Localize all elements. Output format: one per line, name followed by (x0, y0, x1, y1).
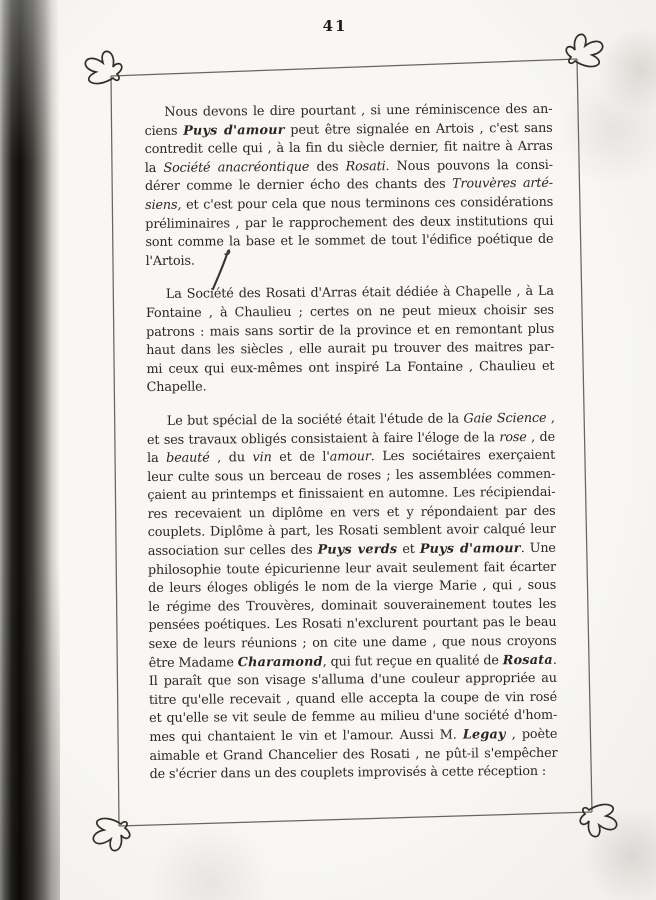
text-line: couplets. Diplôme à part, les Rosati semblent avoir calqué leur (147, 522, 556, 541)
text-line: Chapelle. (146, 379, 207, 396)
text-line: le régime des Trouvères, dominait souverainement toutes les (148, 596, 557, 615)
text-line: haut dans les siècles , elle aurait pu trouver des maitres par- (146, 339, 555, 359)
text-line: siens, et c'est pour cela que nous terminons ces considérations (145, 194, 554, 213)
page-number: 41 (322, 17, 348, 35)
text-line: pensées poétiques. Les Rosati n'exclurent pourtant pas le beau (148, 615, 557, 634)
text-line: aimable et Grand Chancelier des Rosati , ne pût-il s'empêcher (149, 745, 558, 764)
text-line: préliminaires , par le rapprochement des deux institutions qui (145, 213, 554, 232)
text-line: et qu'elle se vit seule de femme au milieu d'une société d'hom- (149, 708, 558, 727)
corner-flourish-bottom-right (580, 804, 616, 836)
text-line: mi ceux qui eux-mêmes ont inspiré La Fontaine , Chaulieu et (146, 358, 555, 377)
text-line: association sur celles des Puys verds et Puys d'amour. Une (147, 540, 556, 560)
text-line: de leurs éloges obligés le nom de la vierge Marie , qui , sous (148, 578, 557, 597)
text-line: la beauté , du vin et de l'amour. Les sociétaires exerçaient (147, 447, 556, 467)
text-line: la Société anacréontique des Rosati. Nous pouvons la consi- (144, 157, 553, 176)
text-line: contredit celle qui , à la fin du siècle dernier, fit naitre à Arras (144, 138, 553, 158)
frame-rule-top (111, 59, 577, 76)
paragraph-1 (144, 101, 553, 272)
corner-flourish-top-left (85, 51, 121, 83)
text-line: Nous devons le dire pourtant , si une réminiscence des an- (164, 101, 553, 120)
paragraph-3 (147, 410, 558, 785)
corner-flourish-bottom-left (93, 818, 129, 850)
text-line: ciens Puys d'amour peut être signalée en Artois , c'est sans (144, 120, 553, 139)
text-line: çaient au printemps et finissaient en automne. Les récipiendai- (147, 485, 556, 504)
text-line: mes qui chantaient le vin et l'amour. Aussi M. Legay , poète (149, 726, 558, 745)
frame-rule-right (577, 59, 592, 812)
text-line: res recevaient un diplôme en vers et y répondaient par des (147, 503, 556, 522)
text-line: Fontaine , à Chaulieu ; certes on ne peut mieux choisir ses (145, 302, 555, 321)
text-block (144, 101, 557, 785)
text-line: dérer comme le dernier écho des chants des Trouvères arté- (144, 176, 554, 195)
text-line: et ses travaux obligés consistaient à faire l'éloge de la rose , de (146, 429, 556, 448)
text-line: sont comme la base et le sommet de tout l'édifice poétique de (145, 231, 554, 251)
text-line: Il paraît que son visage s'alluma d'une couleur appropriée au (148, 671, 557, 690)
corner-flourish-top-right (566, 34, 602, 66)
text-line: titre qu'elle recevait , quand elle accepta la coupe de vin rosé (148, 689, 558, 708)
text-line: leur culte sous un berceau de roses ; les assemblées commen- (147, 466, 556, 485)
text-line: de s'écrier dans un des couplets improvisés à cette réception : (149, 764, 547, 783)
paragraph-2 (146, 283, 555, 398)
text-line: La Société des Rosati d'Arras était dédiée à Chapelle , à La (165, 284, 554, 303)
text-line: l'Artois. (145, 253, 195, 269)
text-line: patrons : mais sans sortir de la province et en remontant plus (146, 321, 555, 340)
text-line: Le but spécial de la société était l'étude de la Gaie Science , (166, 410, 555, 429)
text-line: sexe de leurs réunions ; on cite une dame , que nous croyons (148, 633, 557, 653)
book-gutter-shadow (0, 0, 60, 900)
text-line: être Madame Charamond, qui fut reçue en qualité de Rosata. (148, 652, 557, 671)
frame-rule-left (111, 76, 119, 826)
frame-rule-bottom (119, 812, 592, 826)
text-line: philosophie toute épicurienne leur avait seulement fait écarter (147, 559, 557, 578)
